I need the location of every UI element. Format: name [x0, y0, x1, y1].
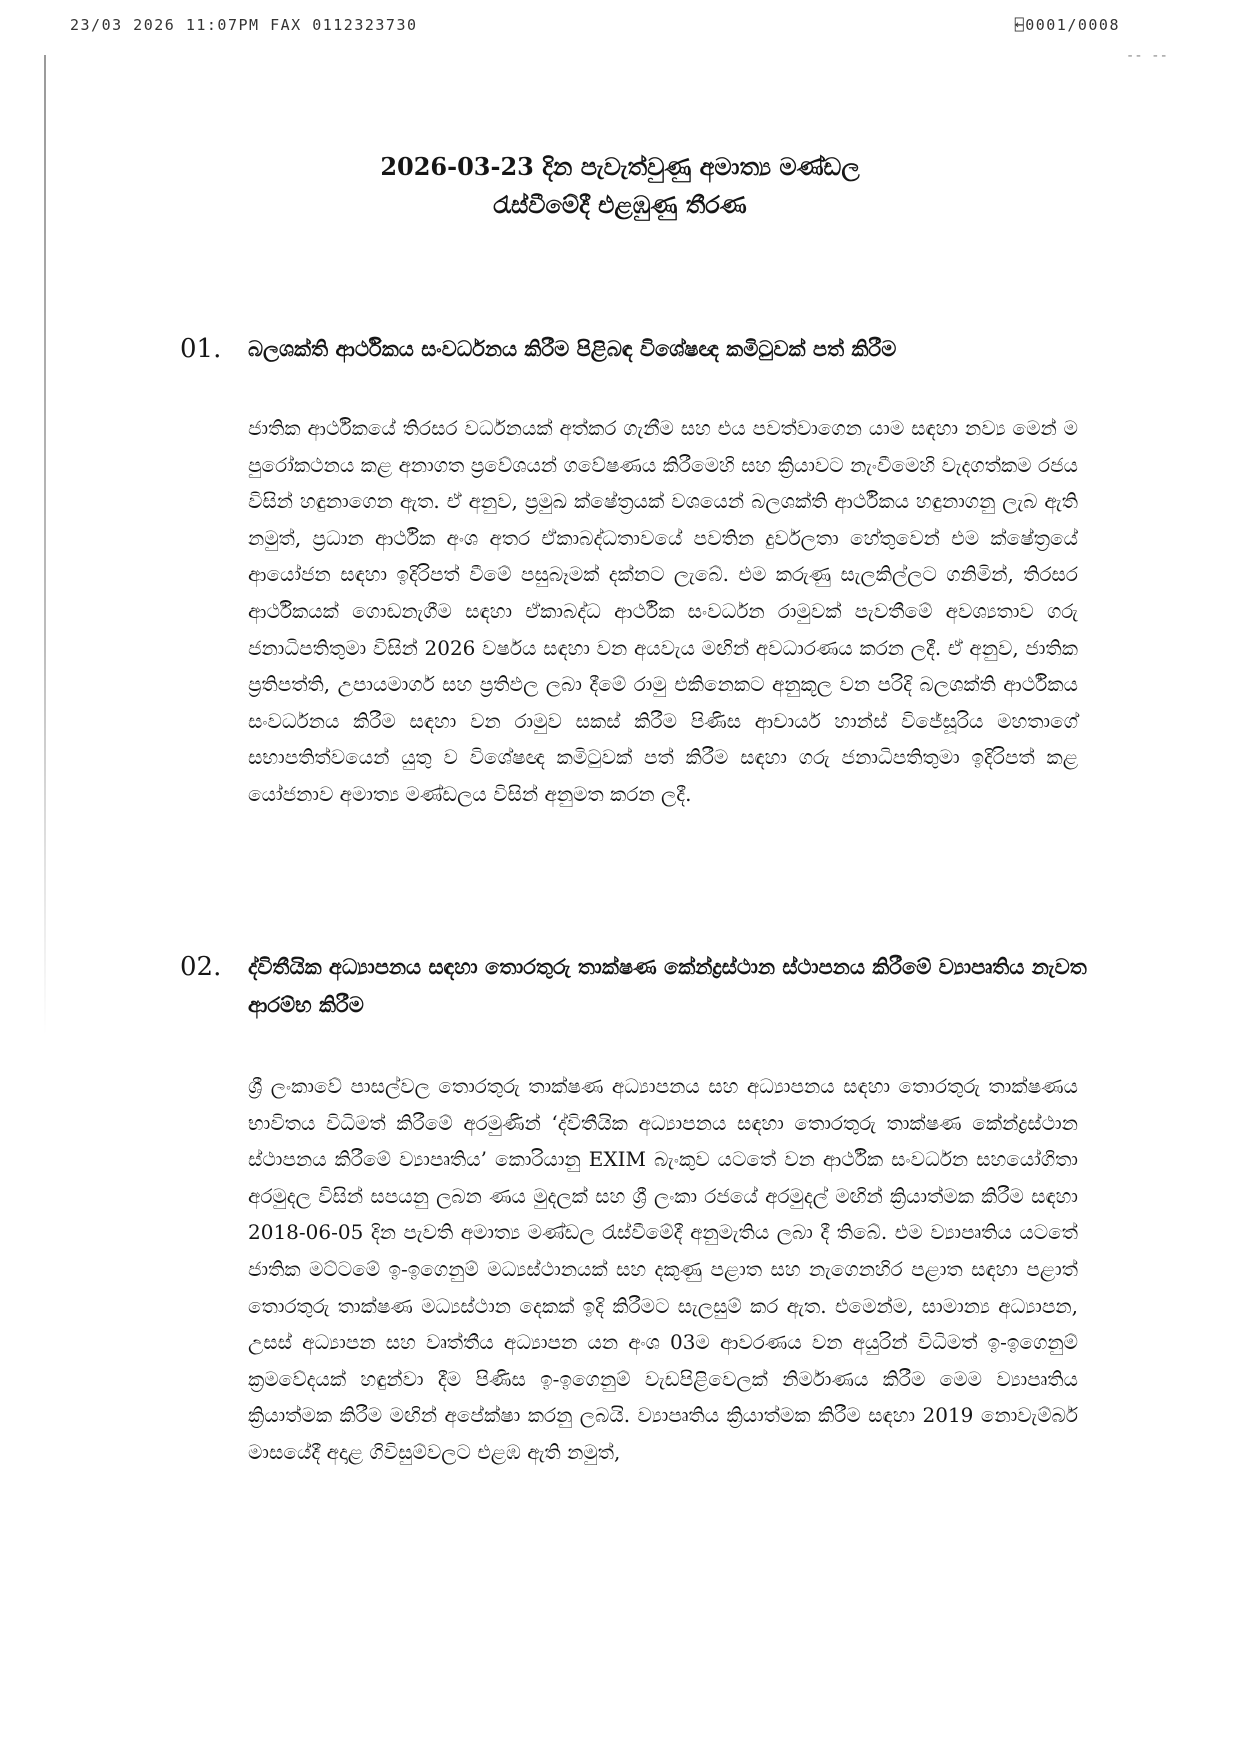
section-heading: ද්විතීයික අධ්‍යාපනය සඳහා තොරතුරු තාක්ෂණ කේන්ද්‍රස්ථාන ස්ථාපනය කිරීමේ ව්‍යාපෘතිය නැවත ආරම්භ කිරීම — [248, 954, 1087, 1017]
section-number: 02. — [180, 952, 222, 982]
section-body: ශ්‍රී ලංකාවේ පාසල්වල තොරතුරු තාක්ෂණ අධ්‍යාපනය සහ අධ්‍යාපනය සඳහා තොරතුරු තාක්ෂණය භාවිතය විධිමත් කිරීමේ අරමුණින් ‘ද්විතීයික අධ්‍යාපනය සඳහා තොරතුරු තාක්ෂණ කේන්ද්‍රස්ථාන ස්ථාපනය කිරීමේ ව්‍යාපෘතිය’ කොරියානු EXIM බැංකුව යටතේ වන ආර්ථික සංවර්ධන සහයෝගිතා අරමුදල විසින් සපයනු ලබන ණය මුදලක් සහ ශ්‍රී ලංකා රජයේ අරමුදල් මඟින් ක්‍රියාත්මක කිරීම සඳහා 2018-06-05 දින පැවති අමාත්‍ය මණ්ඩල රැස්වීමේදී අනුමැතිය ලබා දී තිබේ. එම ව්‍යාපෘතිය යටතේ ජාතික මට්ටමේ ඉ-ඉගෙනුම් මධ්‍යස්ථානයක් සහ දකුණු පළාත සහ නැගෙනහිර පළාත සඳහා පළාත් තොරතුරු තාක්ෂණ මධ්‍යස්ථාන දෙකක් ඉදි කිරීමට සැලසුම් කර ඇත. එමෙන්ම, සාමාන්‍ය අධ්‍යාපන, උසස් අධ්‍යාපන සහ වෘත්තීය අධ්‍යාපන යන අංශ 03ම ආවරණය වන අයුරින් විධිමත් ඉ-ඉගෙනුම් ක්‍රමවේදයක් හඳුන්වා දීම පිණිස ඉ-ඉගෙනුම් වැඩපිළිවෙලක් නිර්මාණය කිරීම මෙම ව්‍යාපෘතිය ක්‍රියාත්මක කිරීම මඟින් අපේක්ෂා කරනු ලබයි. ව්‍යාපෘතිය ක්‍රියාත්මක කිරීම සඳහා 2019 නොවැම්බර් මාසයේදී අදාළ ගිවිසුම්වලට එළඹ ඇති නමුත්, — [248, 1074, 1078, 1464]
document-title-line-1: 2026-03-23 දින පැවැත්වුණු අමාත්‍ය මණ්ඩල — [380, 152, 860, 181]
fax-header-sender: 23/03 2026 11:07PM FAX 0112323730 — [70, 16, 418, 34]
document-title-line-2: රැස්වීමේදී එළඹුණු තීරණ — [493, 190, 747, 219]
fax-header-page-count: ⍇0001/0008 — [1014, 16, 1120, 34]
section-heading: බලශක්ති ආර්ථිකය සංවර්ධනය කිරීම පිළිබඳ විශේෂඥ කමිටුවක් පත් කිරීම — [248, 336, 897, 361]
scan-margin-line — [44, 55, 46, 1035]
document-title — [260, 148, 980, 224]
section-body: ජාතික ආර්ථිකයේ තිරසර වර්ධනයක් අත්කර ගැනීම සහ එය පවත්වාගෙන යාම සඳහා නව්‍ය මෙන් ම පුරෝකථනය කළ අනාගත ප්‍රවේශයන් ගවේෂණය කිරීමෙහි සහ ක්‍රියාවට නැංවීමෙහි වැදගත්කම රජය විසින් හඳුනාගෙන ඇත. ඒ අනුව, ප්‍රමුඛ ක්ෂේත්‍රයක් වශයෙන් බලශක්ති ආර්ථිකය හඳුනාගනු ලැබ ඇති නමුත්, ප්‍රධාන ආර්ථික අංශ අතර ඒකාබද්ධතාවයේ පවතින දුර්වලතා හේතුවෙන් එම ක්ෂේත්‍රයේ ආයෝජන සඳහා ඉදිරිපත් වීමේ පසුබෑමක් දක්නට ලැබේ. එම කරුණු සැලකිල්ලට ගනිමින්, තිරසර ආර්ථිකයක් ගොඩනැගීම සඳහා ඒකාබද්ධ ආර්ථික සංවර්ධන රාමුවක් පැවතීමේ අවශ්‍යතාව ගරු ජනාධිපතිතුමා විසින් 2026 වර්ෂය සඳහා වන අයවැය මඟින් අවධාරණය කරන ලදී. ඒ අනුව, ජාතික ප්‍රතිපත්ති, උපායමාර්ග සහ ප්‍රතිඵල ලබා දීමේ රාමු එකිනෙකට අනුකූල වන පරිදි බලශක්ති ආර්ථිකය සංවර්ධනය කිරීම සඳහා වන රාමුව සකස් කිරීම පිණිස ආචාර්ය හාන්ස් විජේසූරිය මහතාගේ සභාපතිත්වයෙන් යුතු ව විශේෂඥ කමිටුවක් පත් කිරීම සඳහා ගරු ජනාධිපතිතුමා ඉදිරිපත් කළ යෝජනාව අමාත්‍ය මණ්ඩලය විසින් අනුමත කරන ලදී. — [248, 416, 1078, 806]
scan-corner-mark: -- -- — [1125, 48, 1168, 64]
section-number: 01. — [180, 334, 222, 364]
